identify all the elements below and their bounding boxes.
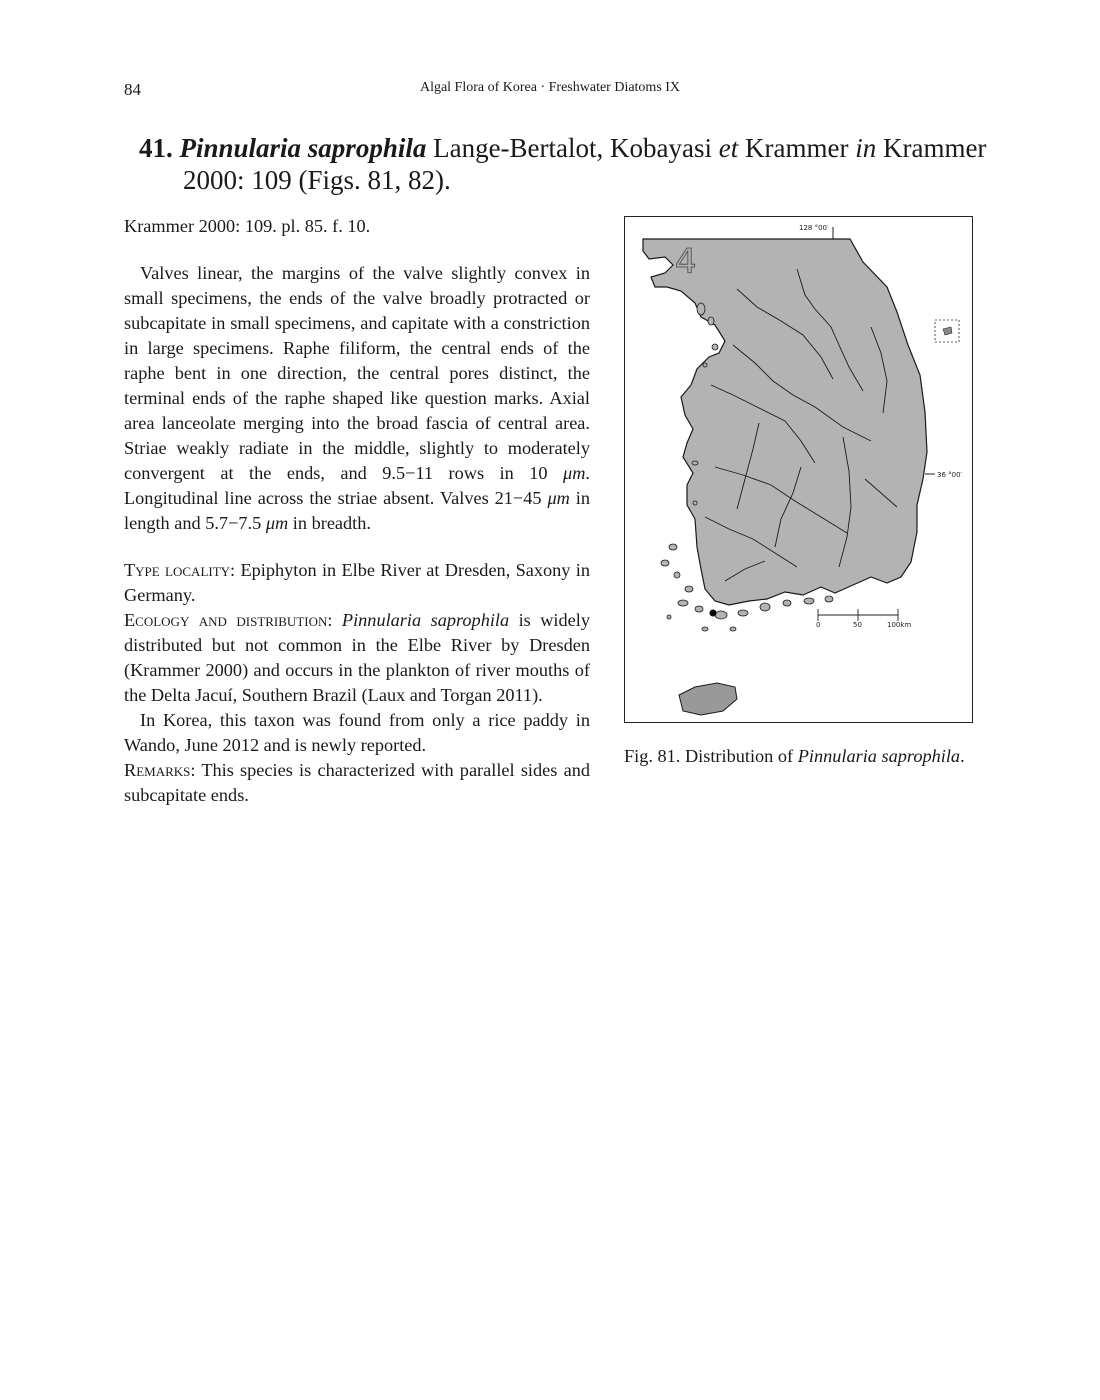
latitude-label: 36 °00′ (937, 471, 963, 479)
ecology-text: is widely distributed but not common in the Elbe River by Dresden (Krammer 2000) and occurs in the plankton of river mouths of the Delta Jacuí, Southern Brazil (Laux and Torgan 2011). (124, 610, 590, 705)
type-locality-label: Type locality (124, 560, 231, 580)
island (685, 586, 693, 592)
island (661, 560, 669, 566)
caption-species: Pinnularia saprophila (797, 746, 961, 766)
island (702, 627, 708, 631)
remarks-paragraph (124, 758, 590, 808)
island (804, 598, 814, 604)
caption-prefix: Fig. 81. Distribution of (624, 746, 794, 766)
authority-in: in (855, 133, 877, 163)
island (703, 363, 707, 367)
handwritten-mark: 4 (675, 242, 697, 282)
caption-suffix: . (960, 746, 965, 766)
description-paragraph (124, 261, 590, 536)
korea-paragraph: In Korea, this taxon was found from only a rice paddy in Wando, June 2012 and is newly reported. (124, 710, 590, 755)
type-locality-text: : Epiphyton in Elbe River at Dresden, Saxony in Germany. (124, 560, 590, 605)
island (678, 600, 688, 606)
island (730, 627, 736, 631)
remarks-text: : This species is characterized with parallel sides and subcapitate ends. (124, 760, 590, 805)
text-column (124, 214, 590, 808)
page-number: 84 (124, 80, 141, 99)
authority-2: Krammer (745, 133, 849, 163)
island (693, 501, 697, 505)
island (760, 603, 770, 611)
island (712, 344, 718, 350)
ecology-colon: : (327, 610, 333, 630)
unit-mu: μm (265, 513, 289, 533)
island (692, 461, 698, 465)
species-name: Pinnularia saprophila (179, 133, 427, 163)
figure-caption (624, 744, 975, 769)
wando-locality-marker (710, 610, 717, 617)
island (667, 615, 671, 619)
ecology-paragraph (124, 608, 590, 708)
island (697, 303, 705, 315)
running-title: Algal Flora of Korea · Freshwater Diatoms IX (419, 80, 681, 95)
type-locality-paragraph (124, 558, 590, 608)
island (708, 317, 714, 325)
heading-citation: Krammer 2000: 109 (Figs. 81, 82). (183, 133, 987, 195)
mainland-shape (643, 239, 927, 605)
jeju-island (679, 683, 737, 715)
island (695, 606, 703, 612)
description-text-3: in length and 5.7−7.5 (124, 488, 590, 533)
longitude-label: 128 °00′ (799, 224, 829, 232)
authority-et: et (718, 133, 739, 163)
unit-mu: μm (563, 463, 586, 483)
scale-label-100km: 100km (887, 621, 912, 629)
entry-number: 41. (139, 133, 173, 163)
scale-label-50: 50 (853, 621, 862, 629)
description-text-4: in breadth. (292, 513, 371, 533)
scale-label-0: 0 (816, 621, 821, 629)
distribution-map-figure (624, 216, 973, 723)
dokdo-island (943, 327, 952, 335)
description-text-2: . Longitudinal line across the striae absent. Valves 21−45 (124, 463, 590, 508)
authority-1: Lange-Bertalot, Kobayasi (433, 133, 712, 163)
island (715, 611, 727, 619)
scale-bar (818, 609, 898, 621)
island (738, 610, 748, 616)
unit-mu: μm (547, 488, 570, 508)
ecology-label: Ecology and distribution (124, 610, 328, 630)
island (783, 600, 791, 606)
reference-line: Krammer 2000: 109. pl. 85. f. 10. (124, 216, 371, 236)
species-heading (139, 132, 1023, 196)
ecology-species: Pinnularia saprophila (341, 610, 510, 630)
island (669, 544, 677, 550)
remarks-label: Remarks (124, 760, 191, 780)
korea-map (625, 217, 974, 724)
island (674, 572, 680, 578)
island (825, 596, 833, 602)
description-text: Valves linear, the margins of the valve slightly convex in small specimens, the ends of the valve broadly protracted or subcapitate in small specimens, and capitate with a constriction in large specimens. Raphe filiform, the central ends of the raphe bent in one direction, the central pores distinct, the terminal ends of the raphe shaped like question marks. Axial area lanceolate merging into the broad fascia of central area. Striae weakly radiate in the middle, slightly to moderately convergent at the ends, and 9.5−11 rows in 10 (124, 263, 590, 483)
